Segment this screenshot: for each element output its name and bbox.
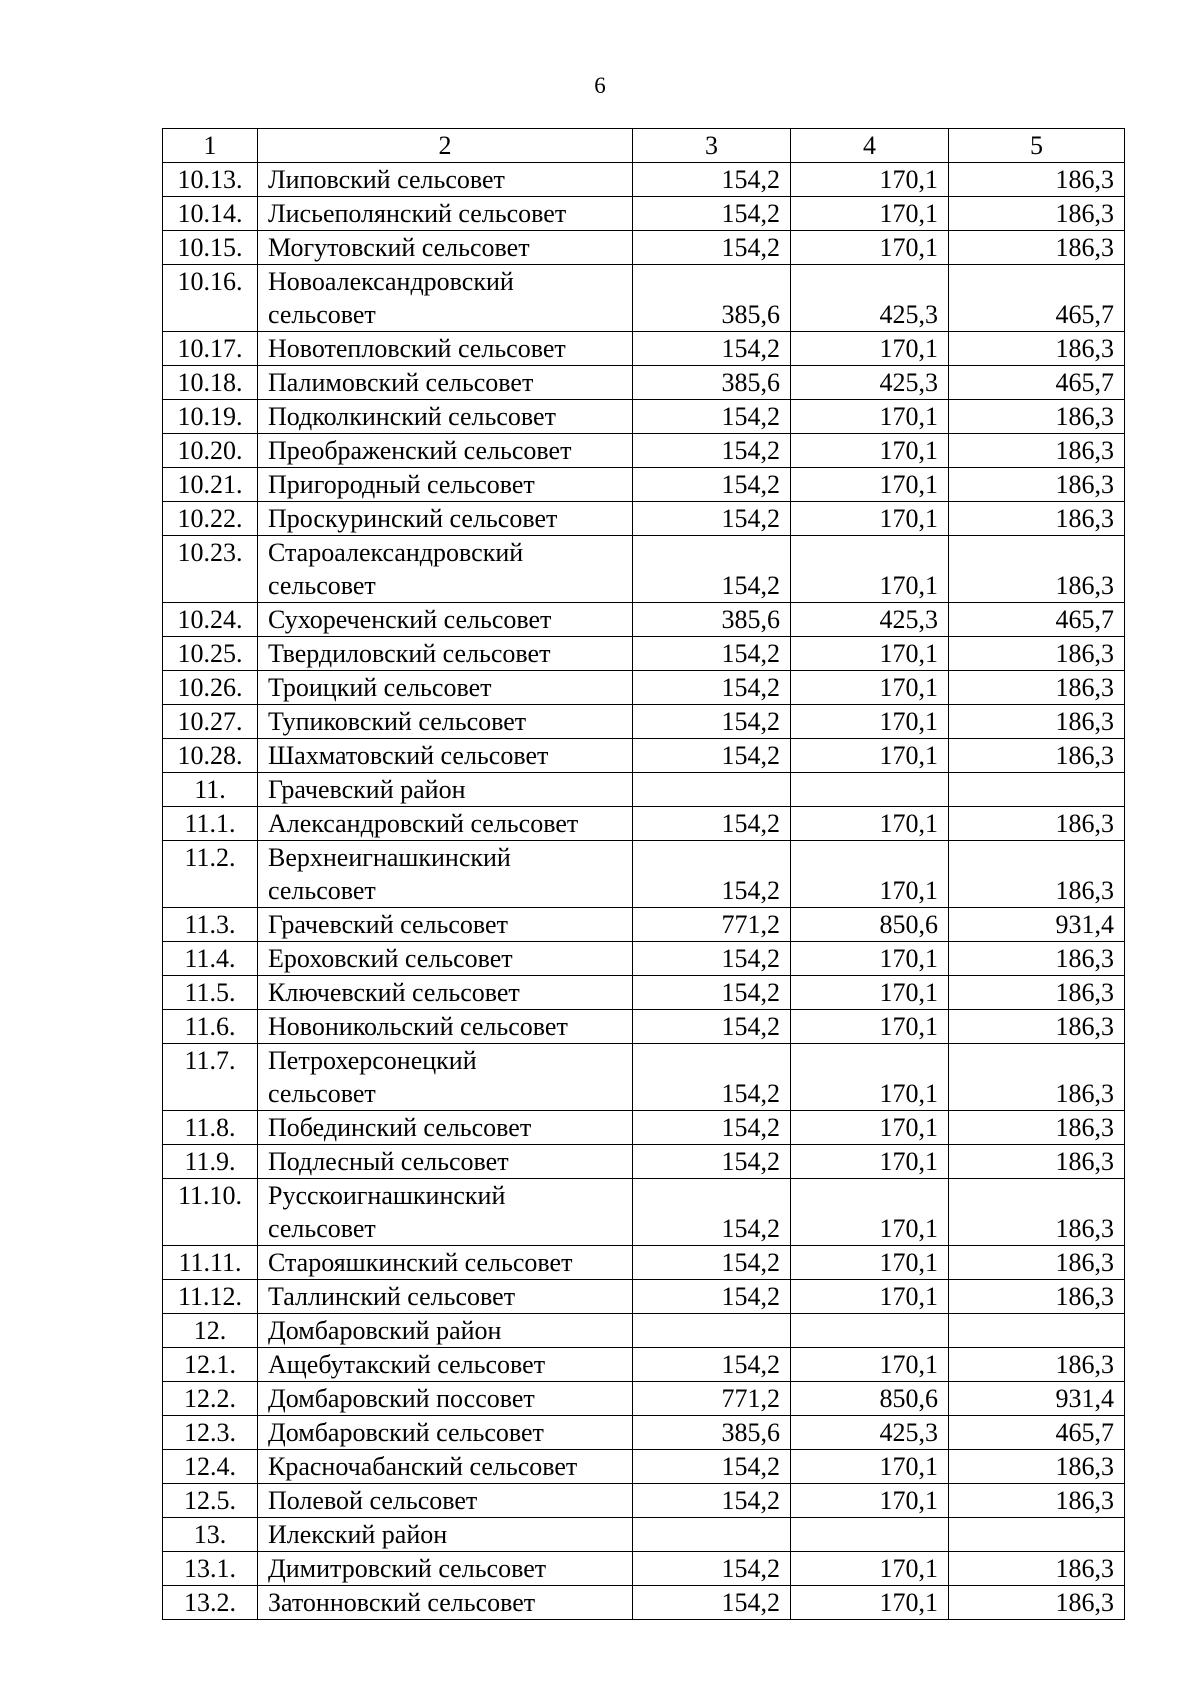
header-row xyxy=(163,129,1125,163)
row-name-line: Подколкинский сельсовет xyxy=(268,402,556,431)
row-name-line: Шахматовский сельсовет xyxy=(268,741,549,770)
row-name xyxy=(258,1111,633,1145)
value-col-3: 385,6 xyxy=(633,366,791,400)
row-name-line: Грачевский район xyxy=(268,775,466,804)
row-number: 11.3. xyxy=(163,908,258,942)
table-row xyxy=(163,1314,1125,1348)
value-col-5: 186,3 xyxy=(949,1044,1125,1111)
row-name-line: Ключевский сельсовет xyxy=(268,978,520,1007)
value-col-4: 425,3 xyxy=(791,366,949,400)
table-row xyxy=(163,603,1125,637)
row-name-line: Петрохерсонецкий xyxy=(268,1046,477,1075)
value-col-3: 154,2 xyxy=(633,468,791,502)
row-number: 13. xyxy=(163,1518,258,1552)
table-row xyxy=(163,705,1125,739)
value-col-4: 170,1 xyxy=(791,163,949,197)
row-name xyxy=(258,705,633,739)
table-row xyxy=(163,908,1125,942)
row-number: 12.2. xyxy=(163,1382,258,1416)
row-number: 13.1. xyxy=(163,1552,258,1586)
row-name xyxy=(258,603,633,637)
value-col-4: 170,1 xyxy=(791,1111,949,1145)
value-col-5: 186,3 xyxy=(949,536,1125,603)
table-row xyxy=(163,502,1125,536)
value-col-4: 170,1 xyxy=(791,841,949,908)
value-col-3 xyxy=(633,773,791,807)
row-name xyxy=(258,1450,633,1484)
row-name-line: Александровский сельсовет xyxy=(268,809,579,838)
row-name xyxy=(258,434,633,468)
value-col-3: 154,2 xyxy=(633,1280,791,1314)
row-number: 11.7. xyxy=(163,1044,258,1111)
row-name-line: Сухореченский сельсовет xyxy=(268,605,552,634)
value-col-5 xyxy=(949,773,1125,807)
value-col-4: 170,1 xyxy=(791,807,949,841)
value-col-4: 170,1 xyxy=(791,231,949,265)
value-col-3: 154,2 xyxy=(633,1246,791,1280)
row-name-line: Старояшкинский сельсовет xyxy=(268,1248,573,1277)
table-row xyxy=(163,841,1125,908)
value-col-3: 154,2 xyxy=(633,637,791,671)
value-col-5: 186,3 xyxy=(949,1280,1125,1314)
value-col-4: 170,1 xyxy=(791,1348,949,1382)
value-col-4: 170,1 xyxy=(791,739,949,773)
row-number: 11. xyxy=(163,773,258,807)
row-name-line: сельсовет xyxy=(268,876,376,905)
value-col-5: 465,7 xyxy=(949,1416,1125,1450)
row-number: 10.22. xyxy=(163,502,258,536)
table-row xyxy=(163,739,1125,773)
row-name xyxy=(258,739,633,773)
value-col-4: 170,1 xyxy=(791,1450,949,1484)
row-number: 11.10. xyxy=(163,1179,258,1246)
row-number: 12. xyxy=(163,1314,258,1348)
row-name-line: Таллинский сельсовет xyxy=(268,1282,516,1311)
row-number: 11.1. xyxy=(163,807,258,841)
row-name-line: Подлесный сельсовет xyxy=(268,1147,509,1176)
value-col-5: 186,3 xyxy=(949,1179,1125,1246)
value-col-3: 771,2 xyxy=(633,908,791,942)
value-col-3: 385,6 xyxy=(633,603,791,637)
row-number: 10.18. xyxy=(163,366,258,400)
row-name xyxy=(258,773,633,807)
value-col-3 xyxy=(633,1518,791,1552)
table-row xyxy=(163,1416,1125,1450)
row-name-line: Преображенский сельсовет xyxy=(268,436,572,465)
row-name-line: Троицкий сельсовет xyxy=(268,673,492,702)
value-col-5: 931,4 xyxy=(949,1382,1125,1416)
row-name xyxy=(258,400,633,434)
row-name xyxy=(258,265,633,332)
value-col-4: 170,1 xyxy=(791,434,949,468)
row-name-line: Липовский сельсовет xyxy=(268,165,505,194)
value-col-3: 154,2 xyxy=(633,807,791,841)
value-col-5: 186,3 xyxy=(949,163,1125,197)
row-name-line: Твердиловский сельсовет xyxy=(268,639,551,668)
value-col-4: 425,3 xyxy=(791,1416,949,1450)
value-col-5: 186,3 xyxy=(949,1586,1125,1620)
value-col-5: 186,3 xyxy=(949,1111,1125,1145)
row-number: 11.4. xyxy=(163,942,258,976)
row-number: 10.21. xyxy=(163,468,258,502)
value-col-4: 850,6 xyxy=(791,908,949,942)
value-col-4: 170,1 xyxy=(791,1179,949,1246)
row-name-line: сельсовет xyxy=(268,300,376,329)
value-col-3: 154,2 xyxy=(633,705,791,739)
row-number: 10.17. xyxy=(163,332,258,366)
table-row xyxy=(163,197,1125,231)
value-col-3: 154,2 xyxy=(633,841,791,908)
data-table xyxy=(162,128,1125,1620)
row-number: 10.27. xyxy=(163,705,258,739)
table-row xyxy=(163,1246,1125,1280)
row-name-line: Илекский район xyxy=(268,1520,448,1549)
row-name-line: Новотепловский сельсовет xyxy=(268,334,566,363)
row-number: 11.5. xyxy=(163,976,258,1010)
row-number: 10.20. xyxy=(163,434,258,468)
row-number: 10.28. xyxy=(163,739,258,773)
value-col-3: 154,2 xyxy=(633,1586,791,1620)
column-header: 2 xyxy=(258,129,633,163)
value-col-3: 154,2 xyxy=(633,1552,791,1586)
value-col-3: 154,2 xyxy=(633,976,791,1010)
row-name-line: Ащебутакский сельсовет xyxy=(268,1350,546,1379)
row-name-line: Ероховский сельсовет xyxy=(268,944,513,973)
value-col-4: 170,1 xyxy=(791,637,949,671)
value-col-5: 186,3 xyxy=(949,1348,1125,1382)
table-row xyxy=(163,1348,1125,1382)
row-name xyxy=(258,1586,633,1620)
row-name-line: сельсовет xyxy=(268,1214,376,1243)
row-name xyxy=(258,1314,633,1348)
value-col-4: 425,3 xyxy=(791,603,949,637)
page-number: 6 xyxy=(594,73,606,98)
row-name xyxy=(258,807,633,841)
value-col-3: 154,2 xyxy=(633,400,791,434)
table-row xyxy=(163,1552,1125,1586)
table-row xyxy=(163,942,1125,976)
value-col-3: 154,2 xyxy=(633,502,791,536)
value-col-3: 154,2 xyxy=(633,231,791,265)
row-number: 12.3. xyxy=(163,1416,258,1450)
value-col-3: 154,2 xyxy=(633,1111,791,1145)
table-row xyxy=(163,1586,1125,1620)
row-number: 10.25. xyxy=(163,637,258,671)
value-col-5: 186,3 xyxy=(949,671,1125,705)
row-name-line: Димитровский сельсовет xyxy=(268,1554,547,1583)
table-row xyxy=(163,1382,1125,1416)
row-name xyxy=(258,1484,633,1518)
value-col-4: 170,1 xyxy=(791,536,949,603)
row-name xyxy=(258,197,633,231)
row-name xyxy=(258,942,633,976)
table-row xyxy=(163,265,1125,332)
row-name-line: сельсовет xyxy=(268,571,376,600)
value-col-4: 170,1 xyxy=(791,1484,949,1518)
row-name xyxy=(258,841,633,908)
row-number: 10.24. xyxy=(163,603,258,637)
row-name xyxy=(258,1348,633,1382)
table-row xyxy=(163,1111,1125,1145)
row-name-line: Палимовский сельсовет xyxy=(268,368,534,397)
row-name xyxy=(258,332,633,366)
table-row xyxy=(163,1010,1125,1044)
table-row xyxy=(163,434,1125,468)
row-name-line: Новоалександровский xyxy=(268,267,514,296)
row-name xyxy=(258,1179,633,1246)
value-col-4: 170,1 xyxy=(791,671,949,705)
table-row xyxy=(163,1044,1125,1111)
row-name xyxy=(258,1044,633,1111)
row-name xyxy=(258,671,633,705)
value-col-5: 186,3 xyxy=(949,1450,1125,1484)
row-number: 10.26. xyxy=(163,671,258,705)
value-col-3: 154,2 xyxy=(633,1010,791,1044)
value-col-4: 170,1 xyxy=(791,942,949,976)
table-body xyxy=(163,163,1125,1620)
value-col-3: 154,2 xyxy=(633,1179,791,1246)
value-col-4: 170,1 xyxy=(791,705,949,739)
row-name-line: Полевой сельсовет xyxy=(268,1486,478,1515)
row-number: 11.2. xyxy=(163,841,258,908)
table-row xyxy=(163,1280,1125,1314)
row-name xyxy=(258,502,633,536)
value-col-3: 154,2 xyxy=(633,1044,791,1111)
row-name-line: Лисьеполянский сельсовет xyxy=(268,199,567,228)
value-col-5: 186,3 xyxy=(949,434,1125,468)
table-row xyxy=(163,1145,1125,1179)
row-name-line: Домбаровский сельсовет xyxy=(268,1418,544,1447)
table-row xyxy=(163,1518,1125,1552)
row-number: 10.15. xyxy=(163,231,258,265)
table-row xyxy=(163,1484,1125,1518)
row-name-line: Тупиковский сельсовет xyxy=(268,707,527,736)
value-col-5: 186,3 xyxy=(949,1010,1125,1044)
value-col-3: 154,2 xyxy=(633,671,791,705)
value-col-5: 465,7 xyxy=(949,366,1125,400)
value-col-4: 170,1 xyxy=(791,1280,949,1314)
table-row xyxy=(163,332,1125,366)
table-row xyxy=(163,637,1125,671)
value-col-5: 186,3 xyxy=(949,1552,1125,1586)
value-col-4: 170,1 xyxy=(791,400,949,434)
row-number: 11.6. xyxy=(163,1010,258,1044)
table-row xyxy=(163,1450,1125,1484)
value-col-3: 385,6 xyxy=(633,265,791,332)
value-col-3: 154,2 xyxy=(633,1450,791,1484)
table-row xyxy=(163,400,1125,434)
value-col-4 xyxy=(791,773,949,807)
value-col-5: 186,3 xyxy=(949,637,1125,671)
value-col-4: 170,1 xyxy=(791,1586,949,1620)
value-col-5: 186,3 xyxy=(949,976,1125,1010)
row-name xyxy=(258,231,633,265)
table-row xyxy=(163,671,1125,705)
value-col-4: 170,1 xyxy=(791,1246,949,1280)
value-col-5 xyxy=(949,1314,1125,1348)
row-name-line: Могутовский сельсовет xyxy=(268,233,530,262)
value-col-4: 170,1 xyxy=(791,1145,949,1179)
row-name xyxy=(258,163,633,197)
row-name-line: Проскуринский сельсовет xyxy=(268,504,558,533)
value-col-5: 186,3 xyxy=(949,468,1125,502)
row-name xyxy=(258,1382,633,1416)
value-col-4 xyxy=(791,1518,949,1552)
row-name xyxy=(258,908,633,942)
row-name-line: сельсовет xyxy=(268,1079,376,1108)
row-name xyxy=(258,976,633,1010)
row-number: 10.13. xyxy=(163,163,258,197)
value-col-4: 170,1 xyxy=(791,976,949,1010)
row-name-line: Староалександровский xyxy=(268,538,524,567)
table-row xyxy=(163,163,1125,197)
row-number: 10.23. xyxy=(163,536,258,603)
value-col-4: 170,1 xyxy=(791,502,949,536)
value-col-5: 186,3 xyxy=(949,942,1125,976)
row-name-line: Домбаровский район xyxy=(268,1316,502,1345)
value-col-4: 850,6 xyxy=(791,1382,949,1416)
value-col-4: 170,1 xyxy=(791,468,949,502)
table-row xyxy=(163,1179,1125,1246)
row-name-line: Побединский сельсовет xyxy=(268,1113,532,1142)
value-col-3 xyxy=(633,1314,791,1348)
value-col-3: 154,2 xyxy=(633,1484,791,1518)
table-row xyxy=(163,366,1125,400)
row-name-line: Пригородный сельсовет xyxy=(268,470,535,499)
row-name-line: Красночабанский сельсовет xyxy=(268,1452,578,1481)
row-number: 10.19. xyxy=(163,400,258,434)
row-name xyxy=(258,1518,633,1552)
value-col-4 xyxy=(791,1314,949,1348)
value-col-5 xyxy=(949,1518,1125,1552)
value-col-3: 154,2 xyxy=(633,332,791,366)
row-name-line: Новоникольский сельсовет xyxy=(268,1012,568,1041)
row-number: 11.9. xyxy=(163,1145,258,1179)
row-name xyxy=(258,1280,633,1314)
value-col-4: 170,1 xyxy=(791,1552,949,1586)
value-col-3: 154,2 xyxy=(633,739,791,773)
column-header: 1 xyxy=(163,129,258,163)
value-col-3: 154,2 xyxy=(633,163,791,197)
row-number: 13.2. xyxy=(163,1586,258,1620)
value-col-5: 186,3 xyxy=(949,841,1125,908)
row-number: 11.8. xyxy=(163,1111,258,1145)
row-name xyxy=(258,1010,633,1044)
value-col-5: 186,3 xyxy=(949,739,1125,773)
row-number: 11.12. xyxy=(163,1280,258,1314)
row-name-line: Затонновский сельсовет xyxy=(268,1588,536,1617)
value-col-5: 186,3 xyxy=(949,332,1125,366)
value-col-3: 154,2 xyxy=(633,942,791,976)
value-col-4: 425,3 xyxy=(791,265,949,332)
value-col-5: 186,3 xyxy=(949,197,1125,231)
row-number: 12.4. xyxy=(163,1450,258,1484)
table-row xyxy=(163,468,1125,502)
row-name xyxy=(258,536,633,603)
row-name xyxy=(258,468,633,502)
row-name xyxy=(258,1145,633,1179)
table-header xyxy=(163,129,1125,163)
column-header: 4 xyxy=(791,129,949,163)
row-name xyxy=(258,637,633,671)
table-row xyxy=(163,536,1125,603)
value-col-4: 170,1 xyxy=(791,1044,949,1111)
value-col-5: 465,7 xyxy=(949,265,1125,332)
value-col-4: 170,1 xyxy=(791,1010,949,1044)
row-name-line: Грачевский сельсовет xyxy=(268,910,508,939)
value-col-5: 931,4 xyxy=(949,908,1125,942)
row-name-line: Русскоигнашкинский xyxy=(268,1181,506,1210)
table-row xyxy=(163,976,1125,1010)
table-row xyxy=(163,231,1125,265)
row-number: 10.16. xyxy=(163,265,258,332)
row-name xyxy=(258,1246,633,1280)
table-row xyxy=(163,773,1125,807)
row-name xyxy=(258,366,633,400)
value-col-5: 186,3 xyxy=(949,705,1125,739)
value-col-5: 186,3 xyxy=(949,502,1125,536)
column-header: 5 xyxy=(949,129,1125,163)
value-col-5: 186,3 xyxy=(949,1484,1125,1518)
value-col-3: 385,6 xyxy=(633,1416,791,1450)
value-col-3: 771,2 xyxy=(633,1382,791,1416)
row-name-line: Верхнеигнашкинский xyxy=(268,843,511,872)
value-col-5: 186,3 xyxy=(949,400,1125,434)
value-col-3: 154,2 xyxy=(633,197,791,231)
row-name xyxy=(258,1416,633,1450)
row-number: 12.1. xyxy=(163,1348,258,1382)
value-col-5: 186,3 xyxy=(949,1145,1125,1179)
value-col-3: 154,2 xyxy=(633,536,791,603)
value-col-3: 154,2 xyxy=(633,434,791,468)
row-number: 12.5. xyxy=(163,1484,258,1518)
value-col-4: 170,1 xyxy=(791,197,949,231)
value-col-5: 186,3 xyxy=(949,231,1125,265)
value-col-5: 186,3 xyxy=(949,1246,1125,1280)
value-col-3: 154,2 xyxy=(633,1348,791,1382)
row-number: 10.14. xyxy=(163,197,258,231)
row-name xyxy=(258,1552,633,1586)
value-col-4: 170,1 xyxy=(791,332,949,366)
value-col-5: 465,7 xyxy=(949,603,1125,637)
table-row xyxy=(163,807,1125,841)
value-col-3: 154,2 xyxy=(633,1145,791,1179)
row-number: 11.11. xyxy=(163,1246,258,1280)
value-col-5: 186,3 xyxy=(949,807,1125,841)
row-name-line: Домбаровский поссовет xyxy=(268,1384,535,1413)
column-header: 3 xyxy=(633,129,791,163)
